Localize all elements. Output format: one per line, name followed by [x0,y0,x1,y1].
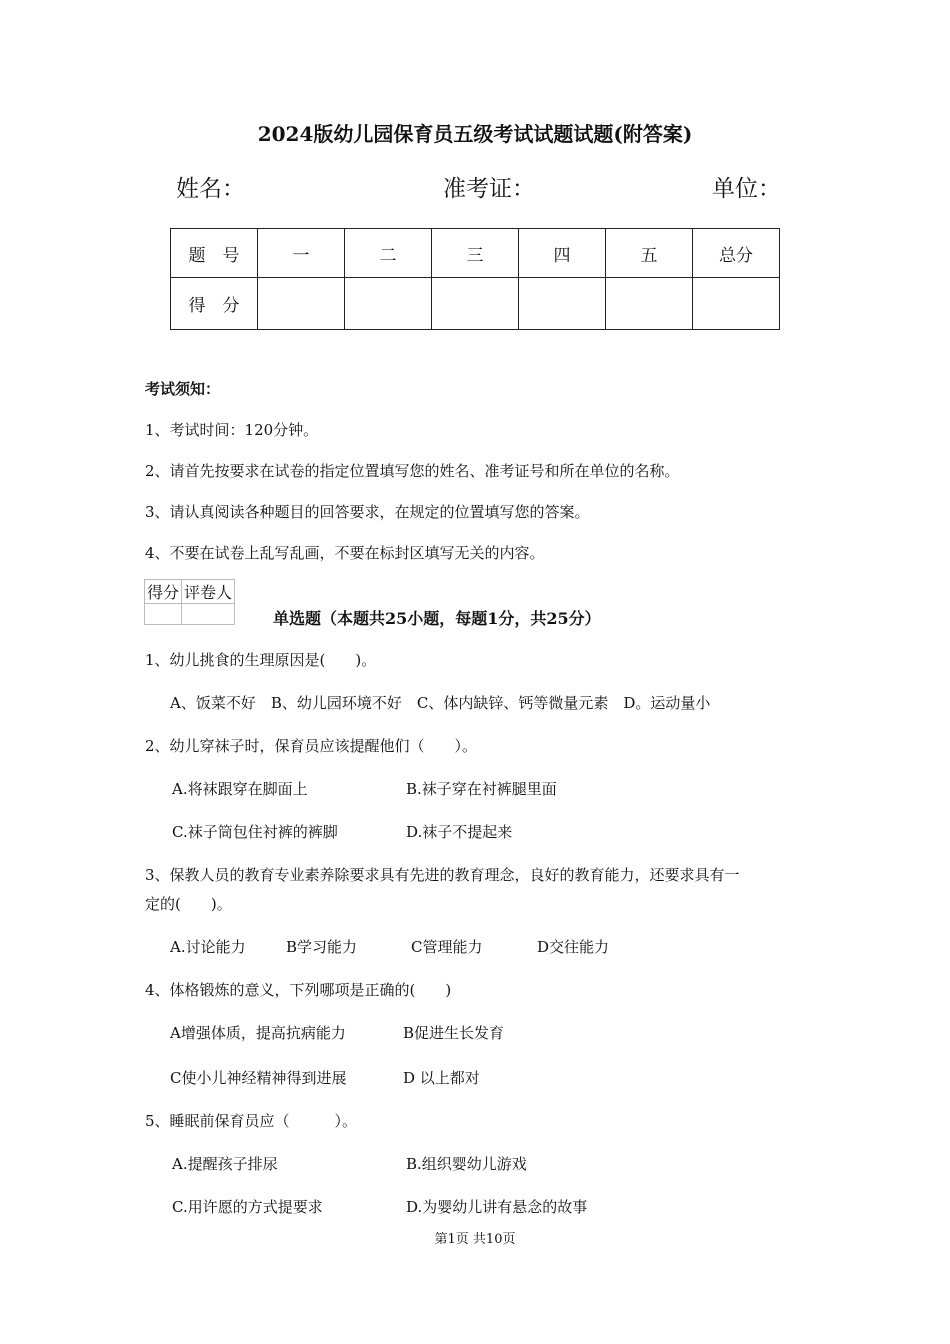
score-cell-5: 五 [606,229,693,278]
question-4-option-b: B促进生长发育 [403,1024,505,1042]
grader-name-label: 评卷人 [182,580,235,604]
exam-number-label: 准考证： [443,176,535,202]
notice-heading: 考试须知： [145,380,221,398]
question-3-option-a: A.讨论能力 [170,938,246,956]
question-5-option-d: D.为婴幼儿讲有悬念的故事 [406,1198,588,1216]
grader-score-label: 得分 [145,580,182,604]
document-title: 2024版幼儿园保育员五级考试试题试题(附答案) [257,122,693,146]
question-2-option-d: D.袜子不提起来 [406,823,513,841]
page-footer: 第1页 共10页 [434,1232,516,1247]
question-4-stem: 4、体格锻炼的意义，下列哪项是正确的( ) [145,981,452,999]
score-table-header-row [171,229,780,278]
question-1-options: A、饭菜不好 B、幼儿园环境不好 C、体内缺锌、钙等微量元素 D。运动量小 [170,694,711,712]
score-input-4[interactable] [519,278,606,330]
score-table-score-row [171,278,780,330]
question-5-option-c: C.用许愿的方式提要求 [172,1198,323,1216]
grader-name-cell[interactable] [182,604,235,625]
question-4-option-a: A增强体质，提高抗病能力 [170,1024,346,1042]
notice-item-2: 2、请首先按要求在试卷的指定位置填写您的姓名、准考证号和所在单位的名称。 [145,462,680,480]
question-3-stem-line-2: 定的( )。 [145,895,232,913]
notice-item-3: 3、请认真阅读各种题目的回答要求，在规定的位置填写您的答案。 [145,503,590,521]
score-cell-2: 二 [345,229,432,278]
question-3-option-b: B学习能力 [286,938,358,956]
notice-item-4: 4、不要在试卷上乱写乱画，不要在标封区填写无关的内容。 [145,544,545,562]
score-input-1[interactable] [258,278,345,330]
score-input-total[interactable] [693,278,780,330]
question-2-stem: 2、幼儿穿袜子时，保育员应该提醒他们（ ）。 [145,737,478,755]
question-2-option-a: A.将袜跟穿在脚面上 [172,780,308,798]
score-cell-3: 三 [432,229,519,278]
question-5-stem: 5、睡眠前保育员应（ ）。 [145,1112,358,1130]
question-2-option-c: C.袜子筒包住衬裤的裤脚 [172,823,338,841]
score-row-label: 得 分 [171,278,258,330]
question-2-option-b: B.袜子穿在衬裤腿里面 [406,780,557,798]
section-title: 单选题（本题共25小题，每题1分，共25分） [273,609,601,628]
score-input-5[interactable] [606,278,693,330]
question-3-option-d: D交往能力 [537,938,610,956]
score-input-3[interactable] [432,278,519,330]
question-1-stem: 1、幼儿挑食的生理原因是( )。 [145,651,377,669]
question-3-stem-line-1: 3、保教人员的教育专业素养除要求具有先进的教育理念，良好的教育能力，还要求具有一 [145,866,740,884]
notice-item-1: 1、考试时间：120分钟。 [145,421,319,439]
unit-label: 单位： [712,176,781,202]
name-label: 姓名： [176,176,245,202]
question-5-option-a: A.提醒孩子排尿 [172,1155,278,1173]
score-table [170,228,780,330]
score-cell-4: 四 [519,229,606,278]
score-cell-1: 一 [258,229,345,278]
grader-score-cell[interactable] [145,604,182,625]
score-cell-total: 总分 [693,229,780,278]
score-cell-label: 题 号 [171,229,258,278]
question-4-option-d: D 以上都对 [403,1069,480,1087]
question-4-option-c: C使小儿神经精神得到进展 [170,1069,347,1087]
score-input-2[interactable] [345,278,432,330]
grader-box [144,579,235,625]
question-3-option-c: C管理能力 [411,938,483,956]
question-5-option-b: B.组织婴幼儿游戏 [406,1155,527,1173]
